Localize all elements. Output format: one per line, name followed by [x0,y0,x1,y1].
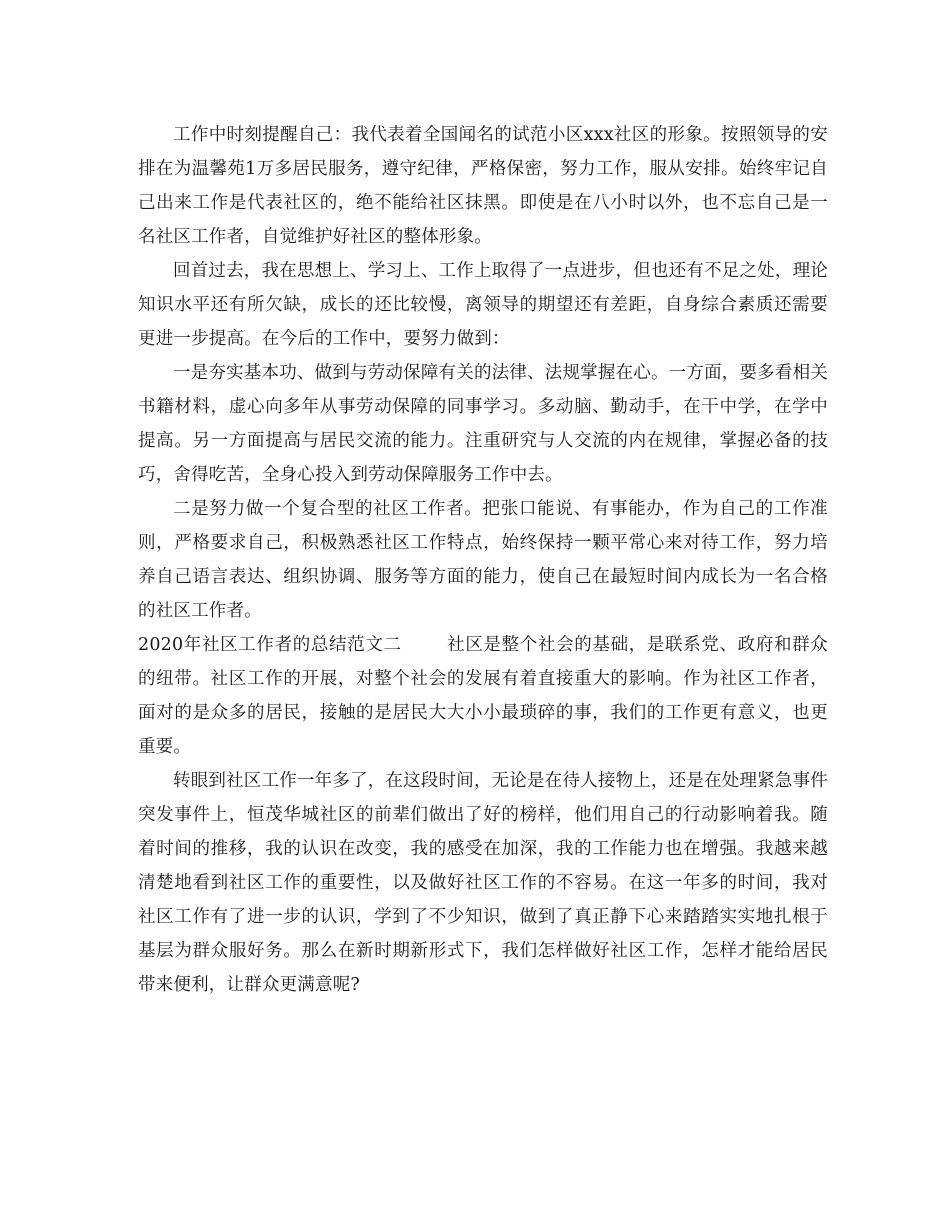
paragraph-4: 二是努力做一个复合型的社区工作者。把张口能说、有事能办，作为自己的工作准则，严格要求自己，积极熟悉社区工作特点，始终保持一颗平常心来对待工作，努力培养自己语言表达、组织协调、服务等方面的能力，使自己在最短时间内成长为一名合格的社区工作者。 [138,499,828,621]
paragraph-3: 一是夯实基本功、做到与劳动保障有关的法律、法规掌握在心。一方面，要多看相关书籍材料，虚心向多年从事劳动保障的同事学习。多动脑、勤动手，在干中学，在学中提高。另一方面提高与居民交流的能力。注重研究与人交流的内在规律，掌握必备的技巧，舍得吃苦，全身心投入到劳动保障服务工作中去。 [138,363,828,485]
paragraph-2: 回首过去，我在思想上、学习上、工作上取得了一点进步，但也还有不足之处，理论知识水平还有所欠缺，成长的还比较慢，离领导的期望还有差距，自身综合素质还需要更进一步提高。在今后的工作中，要努力做到： [138,261,828,349]
section-heading-paragraph [138,628,828,764]
paragraph-5: 转眼到社区工作一年多了，在这段时间，无论是在待人接物上，还是在处理紧急事件突发事件上，恒茂华城社区的前辈们做出了好的榜样，他们用自己的行动影响着我。随着时间的推移，我的认识在改变，我的感受在加深，我的工作能力也在增强。我越来越清楚地看到社区工作的重要性，以及做好社区工作的不容易。在这一年多的时间，我对社区工作有了进一步的认识，学到了不少知识，做到了真正静下心来踏踏实实地扎根于基层为群众服好务。那么在新时期新形式下，我们怎样做好社区工作，怎样才能给居民带来便利，让群众更满意呢? [138,771,828,995]
document-body [138,118,828,1002]
paragraph-1: 工作中时刻提醒自己：我代表着全国闻名的试范小区xxx社区的形象。按照领导的安排在为温馨苑1万多居民服务，遵守纪律，严格保密，努力工作，服从安排。始终牢记自己出来工作是代表社区的，绝不能给社区抹黑。即使是在八小时以外，也不忘自己是一名社区工作者，自觉维护好社区的整体形象。 [138,125,828,247]
section-title: 2020年社区工作者的总结范文二 [138,635,402,655]
section-intro: 社区是整个社会的基础，是联系党、政府和群众的纽带。社区工作的开展，对整个社会的发展有着直接重大的影响。作为社区工作者，面对的是众多的居民，接触的是居民大大小小最琐碎的事，我们的工作更有意义，也更重要。 [138,635,828,757]
